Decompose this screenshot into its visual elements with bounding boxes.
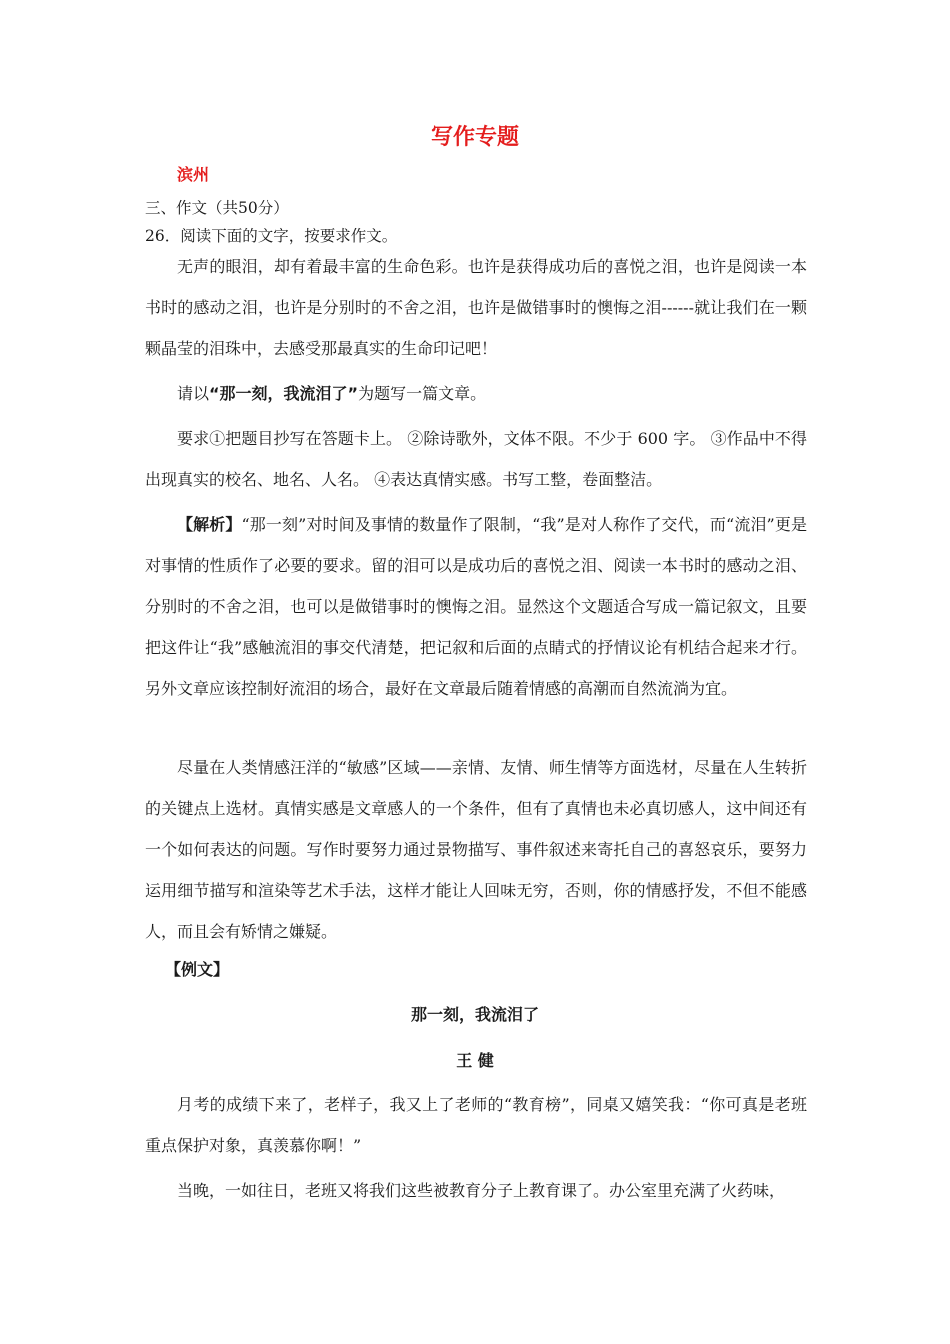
analysis-label: 【解析】 — [177, 515, 242, 534]
prompt-paragraph: 无声的眼泪，却有着最丰富的生命色彩。也许是获得成功后的喜悦之泪，也许是阅读一本书时的感动之泪，也许是分别时的不舍之泪，也许是做错事时的懊悔之泪------就让我们在一颗颗晶莹的泪珠中，去感受那最真实的生命印记吧！ — [145, 257, 807, 358]
region-label: 滨州 — [177, 165, 210, 184]
requirements-paragraph: 要求①把题目抄写在答题卡上。 ②除诗歌外，文体不限。不少于 600 字。 ③作品中不得出现真实的校名、地名、人名。 ④表达真情实感。书写工整，卷面整洁。 — [145, 429, 807, 489]
essay-title: 那一刻，我流泪了 — [410, 1005, 539, 1024]
instruction-suffix: 为题写一篇文章。 — [358, 384, 487, 403]
analysis-paragraph-2: 尽量在人类情感汪洋的“敏感”区域——亲情、友情、师生情等方面选材，尽量在人生转折的关键点上选材。真情实感是文章感人的一个条件，但有了真情也未必真切感人，这中间还有一个如何表达的问题。写作时要努力通过景物描写、事件叙述来寄托自己的喜怒哀乐，要努力运用细节描写和渲染等艺术手法，这样才能让人回味无穷，否则，你的情感抒发，不但不能感人，而且会有矫情之嫌疑。 — [145, 758, 807, 941]
instruction-topic: “那一刻，我流泪了” — [209, 384, 359, 403]
section-heading: 三、作文（共50分） — [145, 199, 289, 217]
essay-author: 王 健 — [456, 1051, 494, 1070]
analysis-text: “那一刻”对时间及事情的数量作了限制，“我”是对人称作了交代，而“流泪”更是对事情的性质作了必要的要求。留的泪可以是成功后的喜悦之泪、阅读一本书时的感动之泪、分别时的不舍之泪，也可以是做错事时的懊悔之泪。显然这个文题适合写成一篇记叙文，且要把这件让“我”感触流泪的事交代清楚，把记叙和后面的点睛式的抒情议论有机结合起来才行。另外文章应该控制好流泪的场合，最好在文章最后随着情感的高潮而自然流淌为宜。 — [145, 515, 807, 698]
question-heading: 26．阅读下面的文字，按要求作文。 — [145, 227, 398, 245]
essay-paragraph-2: 当晚，一如往日，老班又将我们这些被教育分子上教育课了。办公室里充满了火药味， — [177, 1181, 786, 1200]
page-title: 写作专题 — [430, 125, 519, 150]
analysis-paragraph — [145, 504, 807, 709]
essay-paragraph-1: 月考的成绩下来了，老样子，我又上了老师的“教育榜”，同桌又嬉笑我：“你可真是老班重点保护对象，真羡慕你啊！” — [145, 1095, 807, 1155]
example-label: 【例文】 — [165, 960, 230, 979]
instruction-prefix: 请以 — [177, 384, 210, 403]
instruction-paragraph — [145, 373, 807, 414]
